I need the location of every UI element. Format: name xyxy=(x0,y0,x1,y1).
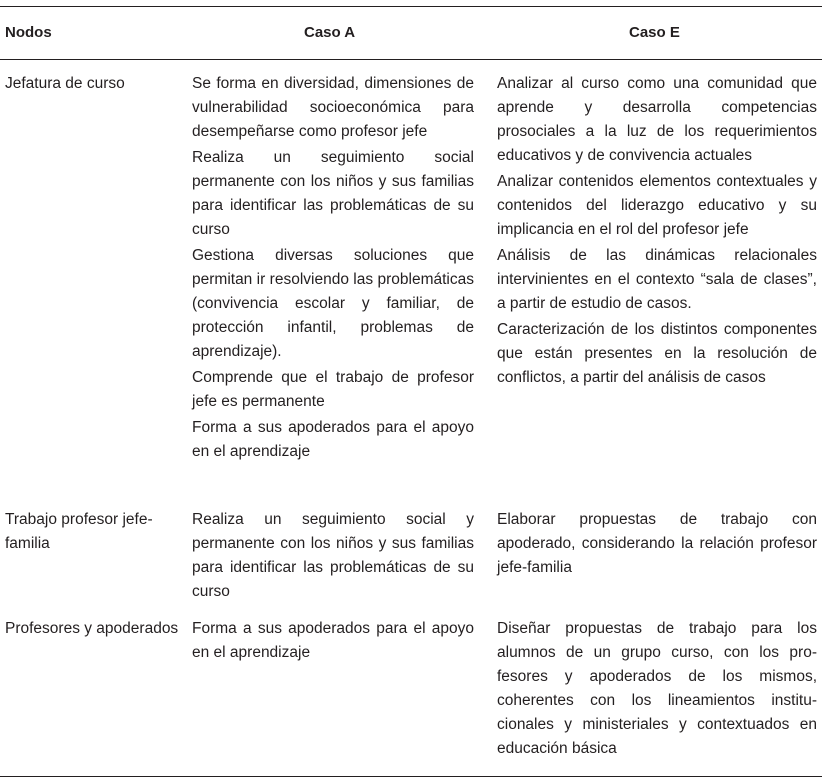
table-cell-paragraph: Caracterización de los distintos componentes que están presentes en la resolución de conflictos, a partir del análisis de casos xyxy=(497,321,817,386)
row-1-caso-e xyxy=(497,72,817,392)
table-cell-paragraph: Gestiona diversas soluciones que permitan ir resolviendo las problemáticas (convivencia escolar y familiar, de protección infantil, problemas de aprendizaje). xyxy=(192,247,474,360)
table-cell-paragraph: Diseñar propuestas de trabajo para los alumnos de un grupo curso, con los profesores y apoderados de los mismos, coherentes con los lineamientos institucionales y ministeriales y contextuados en educación básica xyxy=(497,620,817,757)
row-3-caso-e xyxy=(497,617,817,763)
table-cell-paragraph: Forma a sus apoderados para el apoyo en el aprendizaje xyxy=(192,620,474,661)
table-cell-paragraph: Analizar al curso como una comunidad que aprende y desarrolla competencias prosociales a la luz de los requerimientos educativos y de convivencia actuales xyxy=(497,75,817,164)
table-cell-paragraph: Se forma en diversidad, dimensiones de vulnerabilidad socioeconómica para desempeñarse como profesor jefe xyxy=(192,75,474,140)
table-top-rule xyxy=(0,6,822,7)
row-1-node: Jefatura de curso xyxy=(5,75,125,92)
header-caso-e: Caso E xyxy=(629,24,680,41)
table-cell-paragraph: Elaborar propuestas de trabajo con apoderado, considerando la relación profesor jefe-familia xyxy=(497,511,817,576)
header-caso-a: Caso A xyxy=(304,24,356,41)
row-3-caso-a xyxy=(192,617,474,667)
row-2-caso-e xyxy=(497,508,817,582)
row-1-caso-a xyxy=(192,72,474,466)
header-nodos: Nodos xyxy=(5,24,52,41)
table-bottom-rule xyxy=(0,776,822,777)
table-cell-paragraph: Analizar contenidos elementos contextuales y contenidos del liderazgo educativo y su implicancia en el rol del profesor jefe xyxy=(497,173,817,238)
table-cell-paragraph: Comprende que el trabajo de profesor jefe es permanente xyxy=(192,369,474,410)
row-2-node: Trabajo profesor jefe-familia xyxy=(5,511,153,552)
table-cell-paragraph: Realiza un seguimiento social y permanente con los niños y sus familias para identificar las problemáticas de su curso xyxy=(192,511,474,600)
table-cell-paragraph: Análisis de las dinámicas relacionales intervinientes en el contexto “sala de clases”, a partir de estudio de casos. xyxy=(497,247,817,312)
table-cell-paragraph: Realiza un seguimiento social permanente con los niños y sus familias para identificar las problemáticas de su curso xyxy=(192,149,474,238)
row-2-caso-a xyxy=(192,508,474,606)
row-3-node: Profesores y apoderados xyxy=(5,620,179,637)
table-cell-paragraph: Forma a sus apoderados para el apoyo en el aprendizaje xyxy=(192,419,474,460)
header-bottom-rule xyxy=(0,59,822,60)
